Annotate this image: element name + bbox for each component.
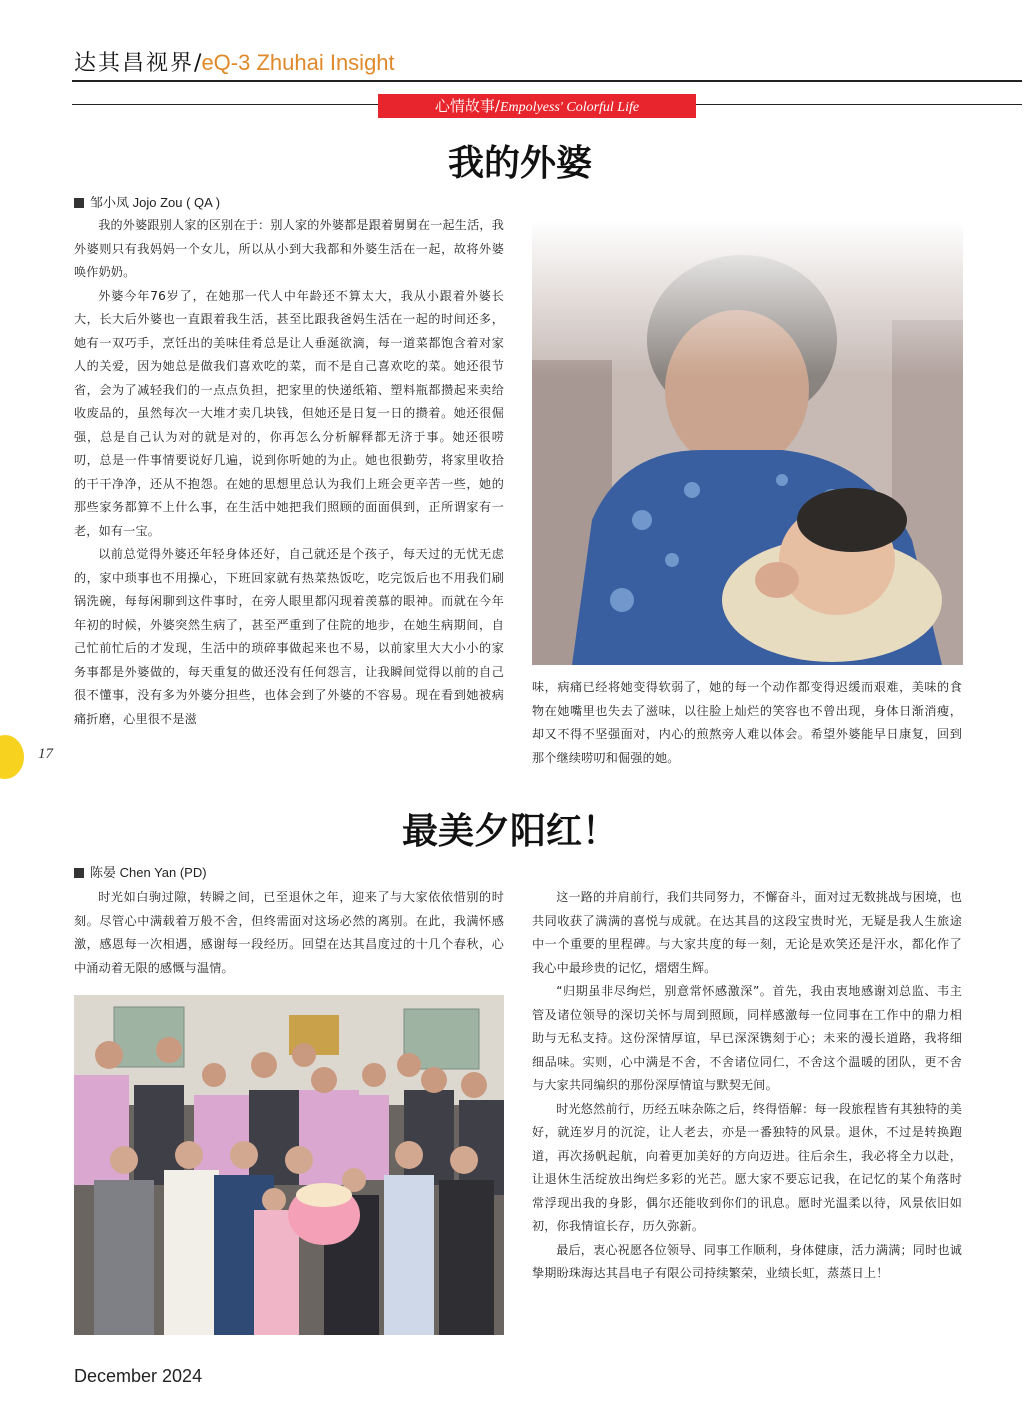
section-tag: [378, 94, 696, 118]
article2-paragraph: “归期虽非尽绚烂，别意常怀感激深”。首先，我由衷地感谢刘总监、韦主管及诸位领导的深切关怀与周到照顾，同样感激每一位同事在工作中的鼎力相助与无私支持。这份深情厚谊，早已深深镌刻于心；未来的漫长道路，我将细细品味。实则，心中满是不舍，不舍诸位同仁，不舍这个温暖的团队，更不舍与大家共同编织的那份深厚情谊与默契无间。: [532, 984, 962, 1092]
article1-paragraph: 我的外婆跟别人家的区别在于：别人家的外婆都是跟着舅舅在一起生活，我外婆则只有我妈妈一个女儿，所以从小到大我都和外婆生活在一起，故将外婆唤作奶奶。: [74, 218, 504, 279]
article1-paragraph-continued: 味，病痛已经将她变得软弱了，她的每一个动作都变得迟缓而艰难，美味的食物在她嘴里也失去了滋味，以往脸上灿烂的笑容也不曾出现，身体日渐消瘦，却又不得不坚强面对，内心的煎熬旁人难以体会。希望外婆能早日康复，回到那个继续唠叨和倔强的她。: [532, 680, 962, 765]
article1-column-right: [532, 676, 962, 770]
page-number: 17: [38, 746, 53, 762]
article1-paragraph: 外婆今年76岁了，在她那一代人中年龄还不算太大，我从小跟着外婆长大，长大后外婆也一直跟着我生活，甚至比跟我爸妈生活在一起的时间还多，她有一双巧手，烹饪出的美味佳肴总是让人垂涎欲滴，每一道菜都饱含着对家人的关爱，因为她总是做我们喜欢吃的菜，而不是自己喜欢吃的菜。她还很节省，会为了减轻我们的一点点负担，把家里的快递纸箱、塑料瓶都攒起来卖给收废品的，虽然每次一大堆才卖几块钱，但她还是日复一日的攒着。她还很倔强，总是自己认为对的就是对的，你再怎么分析解释都无济于事。她还很唠叨，总是一件事情要说好几遍，说到你听她的为止。她也很勤劳，将家里收拾的干干净净，还从不抱怨。在她的思想里总认为我们上班会更辛苦一些，她的那些家务都算不上什么事，在生活中她把我们照顾的面面俱到，正所谓家有一老，如有一宝。: [74, 288, 504, 538]
article2-byline: [74, 862, 207, 881]
header-rule-top: [72, 80, 1022, 82]
article2-column-right: [532, 886, 962, 1286]
magazine-title: [74, 46, 395, 81]
group-photo-illustration: [74, 995, 504, 1335]
byline-square-icon: [74, 868, 84, 878]
page-marker-dot: [0, 735, 24, 779]
article2-author: 陈晏 Chen Yan (PD): [90, 865, 207, 880]
grandmother-baby-illustration: [532, 220, 963, 665]
issue-date: December 2024: [74, 1366, 203, 1386]
article2-column-left: [74, 886, 504, 980]
article2-paragraph: 时光悠然前行，历经五味杂陈之后，终得悟解：每一段旅程皆有其独特的美好，就连岁月的沉淀，让人老去，亦是一番独特的风景。退休，不过是转换跑道，再次扬帆起航，向着更加美好的方向迈进。往后余生，我必将全力以赴，让退休生活绽放出绚烂多彩的光芒。愿大家不要忘记我，在记忆的某个角落时常浮现出我的身影，偶尔还能收到你们的讯息。愿时光温柔以待，风景依旧如初，你我情谊长存，历久弥新。: [532, 1101, 962, 1233]
article1-title: 我的外婆: [447, 142, 592, 184]
magazine-title-separator: /: [194, 51, 202, 76]
grandmother-baby-photo: [532, 220, 963, 665]
farewell-group-photo: [74, 995, 504, 1335]
section-tag-en: Empolyess' Colorful Life: [499, 100, 640, 115]
article2-paragraph: 这一路的并肩前行，我们共同努力，不懈奋斗，面对过无数挑战与困境，也共同收获了满满的喜悦与成就。在达其昌的这段宝贵时光，无疑是我人生旅途中一个重要的里程碑。与大家共度的每一刻，无论是欢笑还是汗水，都化作了我心中最珍贵的记忆，熠熠生辉。: [532, 890, 962, 975]
section-tag-cn: 心情故事: [434, 97, 495, 115]
byline-square-icon: [74, 198, 84, 208]
article2-paragraph: 时光如白驹过隙，转瞬之间，已至退休之年，迎来了与大家依依惜别的时刻。尽管心中满载着万般不舍，但终需面对这场必然的离别。在此，我满怀感激，感恩每一次相遇，感谢每一段经历。回望在达其昌度过的十几个春秋，心中涌动着无限的感慨与温情。: [74, 890, 504, 975]
magazine-title-en: eQ-3 Zhuhai Insight: [201, 50, 395, 75]
magazine-title-cn: 达其昌视界: [74, 51, 195, 76]
article2-title: 最美夕阳红！: [401, 810, 618, 852]
article2-paragraph: 最后，衷心祝愿各位领导、同事工作顺利，身体健康，活力满满；同时也诚挚期盼珠海达其昌电子有限公司持续繁荣，业绩长虹，蒸蒸日上！: [532, 1242, 962, 1280]
article1-column-left: [74, 214, 504, 731]
article1-paragraph: 以前总觉得外婆还年轻身体还好，自己就还是个孩子，每天过的无忧无虑的，家中琐事也不用操心，下班回家就有热菜热饭吃，吃完饭后也不用我们刷锅洗碗，每每闲聊到这件事时，在旁人眼里都闪现着羡慕的眼神。而就在今年年初的时候，外婆突然生病了，甚至严重到了住院的地步，在她生病期间，自己忙前忙后的才发现，生活中的琐碎事做起来也不易，以前家里大大小小的家务事都是外婆做的，每天重复的做还没有任何怨言，让我瞬间觉得以前的自己很不懂事，没有多为外婆分担些，也体会到了外婆的不容易。现在看到她被病痛折磨，心里很不是滋: [74, 547, 504, 726]
section-tag-separator: /: [494, 97, 500, 115]
article1-byline: [74, 192, 220, 211]
article1-author: 邹小凤 Jojo Zou ( QA ): [90, 195, 221, 210]
